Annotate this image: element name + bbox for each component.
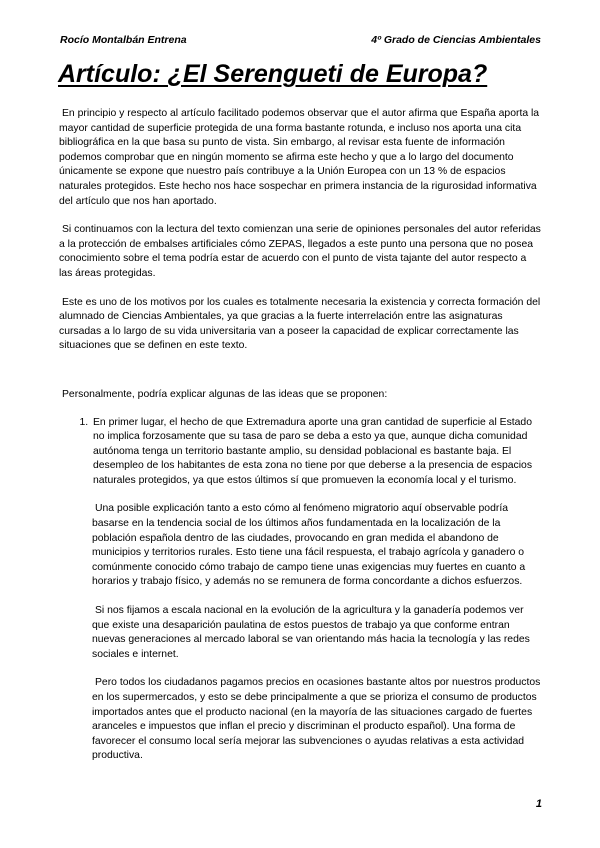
sub-paragraph-3: Pero todos los ciudadanos pagamos precios en ocasiones bastante altos por nuestros productos en los supermercados, y esto se debe principalmente a que se prioriza el consumo de productos importados antes que el producto nacional (en la mayoría de las situaciones cargado de fuertes aranceles e impuestos que inflan el precio y discriminan el producto español). Una forma de favorecer el consumo local sería mejorar las subvenciones o ayudas relativas a esta actividad productiva. (92, 677, 541, 762)
ideas-list (59, 416, 542, 489)
sub-paragraph-2: Si nos fijamos a escala nacional en la evolución de la agricultura y la ganadería podemos ver que existe una desaparición paulatina de estos puestos de trabajo ya que conforme entran nuevas generaciones al mercado laboral se van orientando más hacia la tecnología y las redes sociales e internet. (92, 605, 530, 660)
document-body (59, 107, 542, 778)
list-item: 1. En primer lugar, el hecho de que Extremadura aporte una gran cantidad de superficie al Estado no implica forzosamente que su tasa de paro se deba a esto ya que, aunque dicha comunidad autónoma tenga un territorio bastante amplio, su densidad poblacional es bastante baja. El desempleo de los habitantes de esta zona no tiene por que deberse a la presencia de espacios naturales protegidos, ya que estos últimos sí que promueven la economía local y el turismo. (91, 416, 542, 489)
header-author: Rocío Montalbán Entrena (60, 34, 187, 46)
paragraph-2: Si continuamos con la lectura del texto comienzan una serie de opiniones personales del autor referidas a la protección de embalses artificiales cómo ZEPAS, llegados a este punto una persona que no posea conocimiento sobre el tema podría estar de acuerdo con el punto de vista tajante del autor respecto a las áreas protegidas. (59, 224, 541, 279)
sub-paragraph-1: Una posible explicación tanto a esto cómo al fenómeno migratorio aquí observable podría basarse en la tendencia social de los últimos años fundamentada en la localización de la población española dentro de las ciudades, provocando en gran medida el abandono de municipios y territorios rurales. Esto tiene una fácil respuesta, el trabajo agrícola y ganadero o comúnmente conocido cómo trabajo de campo tiene unas exigencias muy fuertes en cuanto a horarios y trabajo físico, y además no se remunera de forma concordante a dichos esfuerzos. (92, 503, 526, 588)
header-course: 4º Grado de Ciencias Ambientales (371, 34, 541, 46)
paragraph-3: Este es uno de los motivos por los cuales es totalmente necesaria la existencia y correcta formación del alumnado de Ciencias Ambientales, ya que gracias a la fuerte interrelación entre las asignaturas cursadas a lo largo de su vida universitaria van a poseer la capacidad de explicar correctamente las situaciones que se definen en este texto. (59, 296, 541, 352)
article-title: Artículo: ¿El Serengueti de Europa? (58, 60, 488, 88)
list-intro: Personalmente, podría explicar algunas de las ideas que se proponen: (62, 388, 388, 400)
paragraph-1: En principio y respecto al artículo facilitado podemos observar que el autor afirma que España aporta la mayor cantidad de superficie protegida de una forma bastante rotunda, e incluso nos aporta una cita bibliográfica en la que basa su punto de vista. Sin embargo, al revisar esta fuente de información podemos comprobar que en ningún momento se afirma este hecho y que a lo largo del documento únicamente se expone que nuestro país contribuye a la Unión Europea con un 13 % de espacios naturales protegidos. Este hecho nos hace sospechar en primera instancia de la rigurosidad informativa del artículo que nos han aportado. (59, 108, 540, 207)
spacer (59, 368, 542, 388)
page-number: 1 (535, 798, 542, 810)
